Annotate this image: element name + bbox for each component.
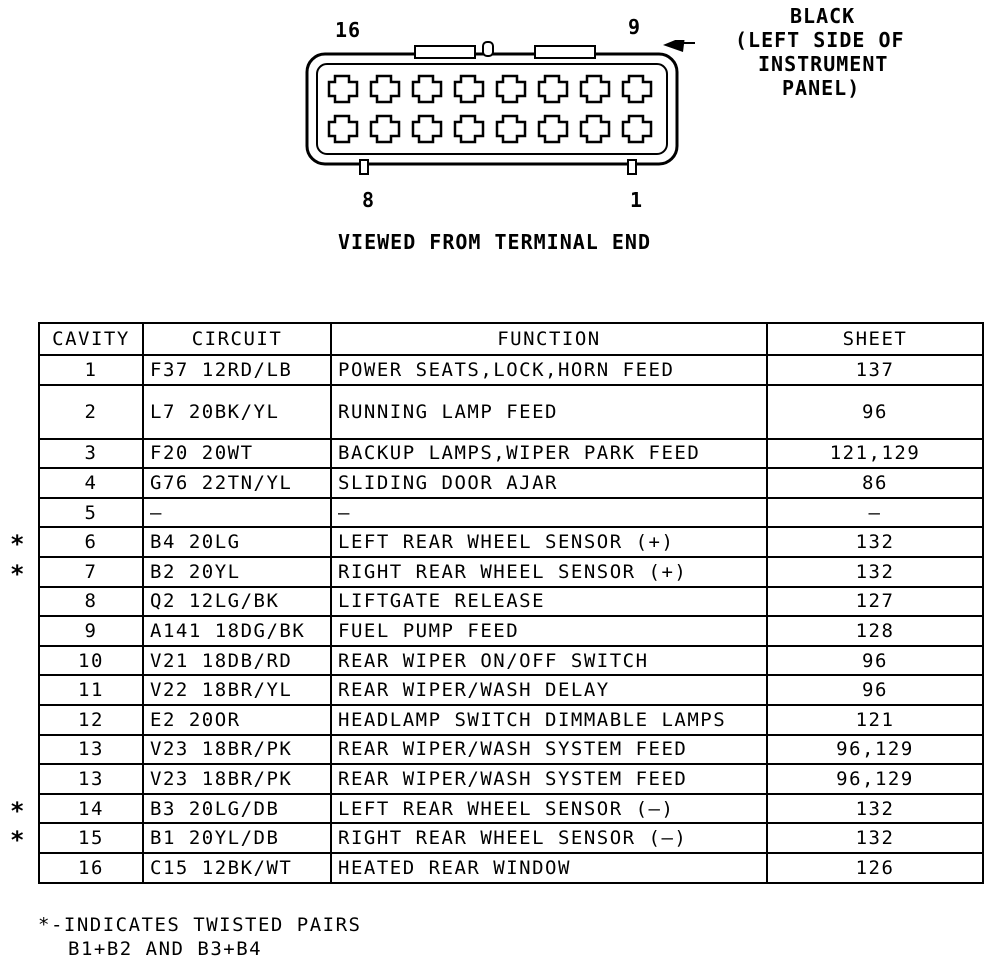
cell-function: HEATED REAR WINDOW	[331, 853, 767, 883]
connector-color-line-4: PANEL)	[782, 76, 861, 100]
cell-function: FUEL PUMP FEED	[331, 616, 767, 646]
cell-function: —	[331, 498, 767, 528]
cell-circuit: G76 22TN/YL	[143, 468, 331, 498]
pin-label-1: 1	[630, 188, 644, 212]
cell-function: RIGHT REAR WHEEL SENSOR (+)	[331, 557, 767, 587]
cell-sheet: 132	[767, 557, 983, 587]
cell-circuit: V23 18BR/PK	[143, 735, 331, 765]
cell-function: LEFT REAR WHEEL SENSOR (+)	[331, 527, 767, 557]
header-cavity: CAVITY	[39, 323, 143, 355]
cell-function: HEADLAMP SWITCH DIMMABLE LAMPS	[331, 705, 767, 735]
cell-circuit: B4 20LG	[143, 527, 331, 557]
cell-sheet: 96	[767, 646, 983, 676]
table-row	[39, 468, 983, 498]
cell-sheet: 121	[767, 705, 983, 735]
pin-label-9: 9	[628, 15, 642, 39]
cell-sheet: 96,129	[767, 764, 983, 794]
cell-function: LEFT REAR WHEEL SENSOR (—)	[331, 794, 767, 824]
cell-sheet: 126	[767, 853, 983, 883]
cell-function: RUNNING LAMP FEED	[331, 385, 767, 439]
cell-cavity: 9	[39, 616, 143, 646]
cell-cavity: 2	[39, 385, 143, 439]
pin-label-16: 16	[335, 18, 362, 42]
cell-cavity: 6	[39, 527, 143, 557]
connector-face-diagram	[295, 40, 695, 180]
cell-circuit: B1 20YL/DB	[143, 823, 331, 853]
cell-sheet: 121,129	[767, 439, 983, 469]
header-circuit: CIRCUIT	[143, 323, 331, 355]
cell-circuit: —	[143, 498, 331, 528]
connector-color-line-1: BLACK	[790, 4, 856, 28]
cell-cavity: 11	[39, 675, 143, 705]
table-row	[39, 587, 983, 617]
twisted-pair-marker: *	[10, 530, 25, 559]
cell-cavity: 7	[39, 557, 143, 587]
cell-sheet: 128	[767, 616, 983, 646]
twisted-pair-marker: *	[10, 796, 25, 825]
cell-sheet: —	[767, 498, 983, 528]
table-row	[39, 646, 983, 676]
cell-circuit: E2 20OR	[143, 705, 331, 735]
cell-cavity: 4	[39, 468, 143, 498]
table-row	[39, 853, 983, 883]
connector-color-line-2: (LEFT SIDE OF	[735, 28, 905, 52]
cell-circuit: C15 12BK/WT	[143, 853, 331, 883]
cell-cavity: 10	[39, 646, 143, 676]
cell-circuit: B3 20LG/DB	[143, 794, 331, 824]
twisted-pair-marker: *	[10, 559, 25, 588]
cell-circuit: L7 20BK/YL	[143, 385, 331, 439]
table-row	[39, 823, 983, 853]
cell-sheet: 132	[767, 823, 983, 853]
cell-circuit: Q2 12LG/BK	[143, 587, 331, 617]
table-row	[39, 557, 983, 587]
cell-cavity: 5	[39, 498, 143, 528]
table-row	[39, 705, 983, 735]
header-sheet: SHEET	[767, 323, 983, 355]
connector-color-line-3: INSTRUMENT	[758, 52, 889, 76]
cell-circuit: A141 18DG/BK	[143, 616, 331, 646]
view-caption: VIEWED FROM TERMINAL END	[338, 230, 651, 254]
cell-function: REAR WIPER ON/OFF SWITCH	[331, 646, 767, 676]
cell-sheet: 127	[767, 587, 983, 617]
cell-cavity: 16	[39, 853, 143, 883]
cell-circuit: V21 18DB/RD	[143, 646, 331, 676]
cell-circuit: F20 20WT	[143, 439, 331, 469]
cell-function: REAR WIPER/WASH DELAY	[331, 675, 767, 705]
table-row	[39, 527, 983, 557]
twisted-pair-marker: *	[10, 826, 25, 855]
table-row	[39, 498, 983, 528]
cell-function: REAR WIPER/WASH SYSTEM FEED	[331, 735, 767, 765]
table-row	[39, 794, 983, 824]
table-row	[39, 385, 983, 439]
cell-function: BACKUP LAMPS,WIPER PARK FEED	[331, 439, 767, 469]
pin-label-8: 8	[362, 188, 376, 212]
cell-function: SLIDING DOOR AJAR	[331, 468, 767, 498]
table-row	[39, 735, 983, 765]
cell-function: REAR WIPER/WASH SYSTEM FEED	[331, 764, 767, 794]
cell-circuit: B2 20YL	[143, 557, 331, 587]
cell-sheet: 132	[767, 527, 983, 557]
cell-cavity: 13	[39, 735, 143, 765]
cell-sheet: 96	[767, 675, 983, 705]
cell-circuit: F37 12RD/LB	[143, 355, 331, 385]
cell-cavity: 12	[39, 705, 143, 735]
cell-function: RIGHT REAR WHEEL SENSOR (—)	[331, 823, 767, 853]
table-row	[39, 616, 983, 646]
cell-cavity: 15	[39, 823, 143, 853]
cell-cavity: 3	[39, 439, 143, 469]
table-row	[39, 439, 983, 469]
cell-cavity: 13	[39, 764, 143, 794]
header-function: FUNCTION	[331, 323, 767, 355]
pinout-table	[38, 322, 984, 884]
cell-cavity: 8	[39, 587, 143, 617]
footnote-line-1: *-INDICATES TWISTED PAIRS	[38, 914, 362, 936]
cell-sheet: 132	[767, 794, 983, 824]
table-row	[39, 675, 983, 705]
cell-circuit: V22 18BR/YL	[143, 675, 331, 705]
cell-circuit: V23 18BR/PK	[143, 764, 331, 794]
cell-function: POWER SEATS,LOCK,HORN FEED	[331, 355, 767, 385]
cell-cavity: 1	[39, 355, 143, 385]
table-row	[39, 355, 983, 385]
cell-sheet: 96	[767, 385, 983, 439]
cell-sheet: 86	[767, 468, 983, 498]
cell-sheet: 137	[767, 355, 983, 385]
cell-sheet: 96,129	[767, 735, 983, 765]
footnote-line-2: B1+B2 AND B3+B4	[68, 938, 263, 960]
cell-cavity: 14	[39, 794, 143, 824]
connector-housing	[307, 42, 677, 174]
table-row	[39, 764, 983, 794]
leader-arrow	[663, 40, 695, 52]
table-header-row	[39, 323, 983, 355]
cell-function: LIFTGATE RELEASE	[331, 587, 767, 617]
